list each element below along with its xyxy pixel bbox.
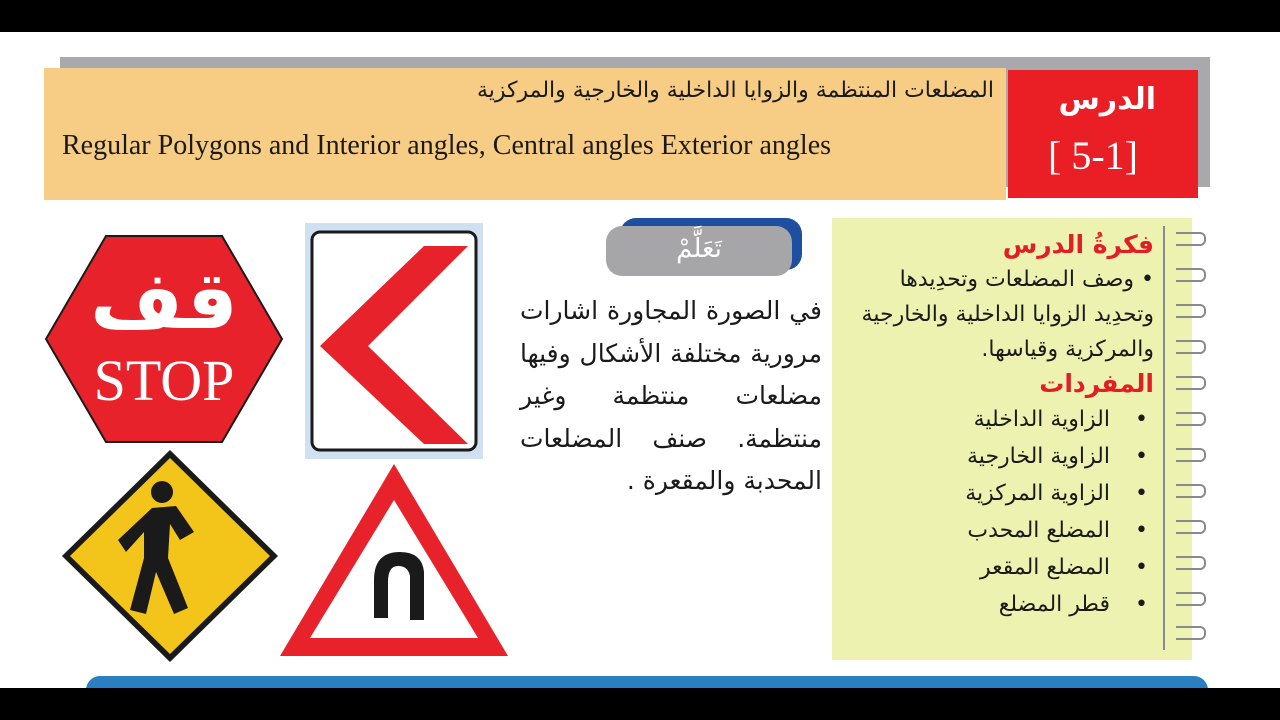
stop-sign-english-text: STOP bbox=[93, 348, 235, 413]
lesson-header bbox=[44, 68, 1006, 200]
spiral-ring bbox=[1176, 556, 1206, 570]
learn-tab: تَعَلَّمْ bbox=[606, 226, 792, 276]
bottom-black-bar bbox=[0, 688, 1280, 720]
spiral-ring bbox=[1176, 520, 1206, 534]
top-black-bar bbox=[0, 0, 1280, 32]
vocabulary-item: • قطر المضلع bbox=[846, 586, 1154, 623]
lesson-title-english: Regular Polygons and Interior angles, Central angles Exterior angles bbox=[62, 130, 832, 161]
stop-sign-arabic-text: قف bbox=[90, 254, 238, 347]
notebook-spiral bbox=[1168, 226, 1208, 646]
lesson-label: الدرس bbox=[1058, 82, 1156, 117]
spiral-ring bbox=[1176, 304, 1206, 318]
chevron-sign-image bbox=[304, 222, 484, 460]
spiral-ring bbox=[1176, 340, 1206, 354]
stop-sign-image bbox=[44, 234, 284, 444]
lesson-number: [ 5-1] bbox=[1048, 133, 1138, 178]
vocabulary-item: • المضلع المحدب bbox=[846, 512, 1154, 549]
spiral-ring bbox=[1176, 448, 1206, 462]
vocabulary-item: • الزاوية المركزية bbox=[846, 475, 1154, 512]
spiral-ring bbox=[1176, 232, 1206, 246]
lesson-number-box bbox=[1008, 70, 1198, 198]
spiral-ring bbox=[1176, 412, 1206, 426]
spiral-ring bbox=[1176, 626, 1206, 640]
vocabulary-heading: المفردات bbox=[1039, 369, 1154, 398]
notebook-margin-line bbox=[1163, 226, 1165, 650]
notebook-content bbox=[846, 228, 1154, 623]
spiral-ring bbox=[1176, 376, 1206, 390]
vocabulary-item: • الزاوية الخارجية bbox=[846, 438, 1154, 475]
curve-warning-sign-image bbox=[276, 460, 512, 660]
lesson-title-arabic: المضلعات المنتظمة والزوايا الداخلية والخارجية والمركزية bbox=[476, 78, 994, 103]
vocabulary-item: • المضلع المقعر bbox=[846, 549, 1154, 586]
lesson-idea-heading: فكرةُ الدرس bbox=[1002, 230, 1154, 259]
spiral-ring bbox=[1176, 268, 1206, 282]
lesson-idea-text: • وصف المضلعات وتحدِيدها وتحدِيد الزوايا الداخلية والخارجية والمركزية وقياسها. bbox=[861, 267, 1154, 362]
spiral-ring bbox=[1176, 592, 1206, 606]
vocabulary-list bbox=[846, 401, 1154, 623]
spiral-ring bbox=[1176, 484, 1206, 498]
pedestrian-sign-image bbox=[60, 448, 280, 664]
learn-paragraph: في الصورة المجاورة اشارات مرورية مختلفة الأشكال وفيها مضلعات منتظمة وغير منتظمة. صنف المضلعات المحدبة والمقعرة . bbox=[520, 296, 822, 495]
vocabulary-item: • الزاوية الداخلية bbox=[846, 401, 1154, 438]
